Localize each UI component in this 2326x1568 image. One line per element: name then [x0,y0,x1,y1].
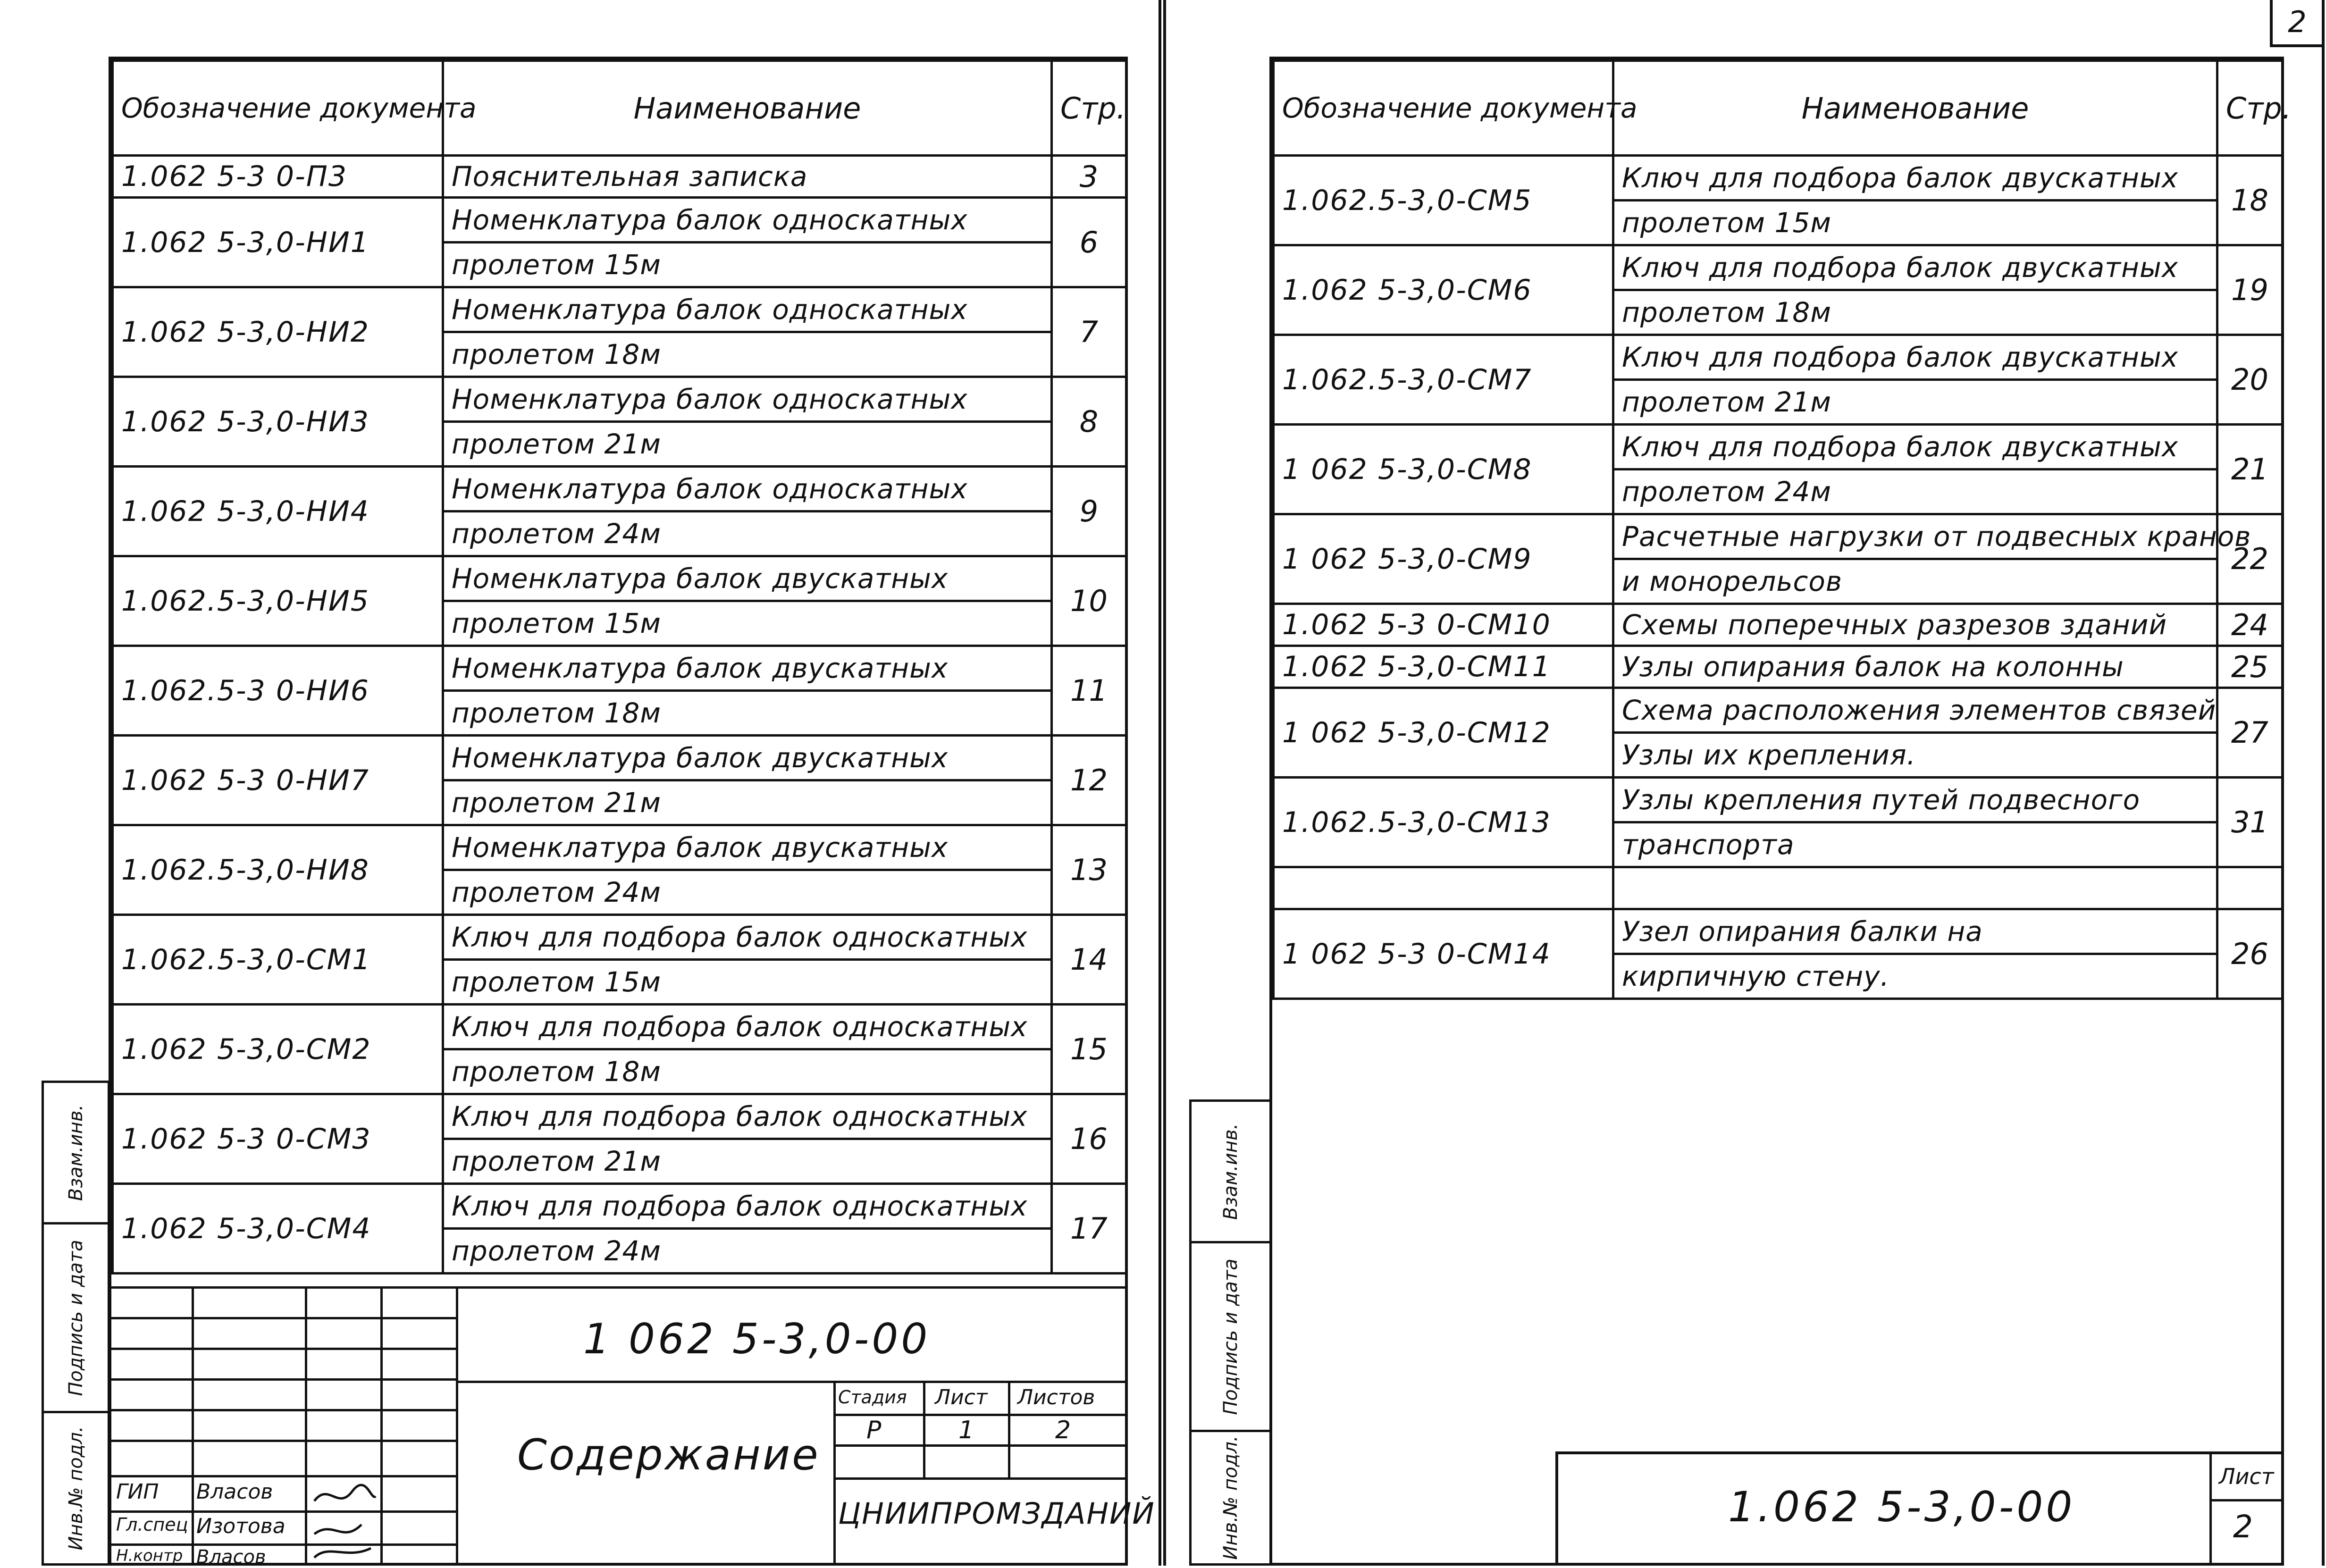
document-designation: 1.062 5-3,0-НИ1 [113,198,443,287]
document-name-line: Номенклатура балок двускатных [443,736,1052,780]
document-designation: 1.062 5-3,0-СМ4 [113,1184,443,1274]
document-name-line: Узел опирания балки на [1613,909,2217,954]
document-designation: 1.062.5-3,0-НИ5 [113,556,443,646]
organization-name: ЦНИИПРОМЗДАНИЙ [838,1496,1155,1531]
page-divider-right [1163,0,1166,1566]
document-designation: 1.062.5-3,0-СМ13 [1274,778,1613,867]
right-title-block [1555,1451,2281,1563]
document-designation: 1.062 5-3,0-НИ2 [113,287,443,377]
document-designation: 1 062 5-3,0-СМ12 [1274,688,1613,778]
label-sheet: Лист [935,1385,988,1409]
table-row [113,467,1126,511]
right-sheet [1269,57,2292,1566]
document-name-line: пролетом 15м [443,960,1052,1005]
value-sheets: 2 [1055,1416,1071,1444]
page-number: 27 [2217,688,2283,778]
page-number: 14 [1052,915,1126,1005]
right-side-strip [1189,1099,1272,1566]
left-document-title: Содержание [517,1430,820,1480]
document-designation: 1.062 5-3 0-СМ3 [113,1094,443,1184]
document-designation: 1.062 5-3 0-П3 [113,156,443,198]
left-strip-signature-date: Подпись и дата [65,1239,87,1396]
document-name-line: пролетом 24м [443,870,1052,915]
page-number: 16 [1052,1094,1126,1184]
table-row [113,198,1126,243]
document-name-line: Номенклатура балок односкатных [443,198,1052,243]
document-name-line: пролетом 18м [443,1049,1052,1094]
right-value-sheet: 2 [2233,1509,2253,1545]
table-row [1274,156,2283,201]
left-document-code: 1 062 5-3,0-00 [583,1315,931,1363]
document-name-line: и монорельсов [1613,559,2217,604]
table-row [113,287,1126,332]
right-contents-table [1272,59,2292,1000]
document-name-line: Номенклатура балок двускатных [443,646,1052,691]
document-designation: 1 062 5-3,0-СМ8 [1274,425,1613,514]
header-page: Стр. [1052,61,1126,156]
document-name-line: пролетом 18м [1613,290,2217,335]
document-name-line: Номенклатура балок односкатных [443,467,1052,511]
header-page: Стр. [2217,61,2283,156]
table-row [1274,688,2283,733]
document-name-line: пролетом 21м [443,1139,1052,1184]
document-name-line: пролетом 15м [443,243,1052,287]
table-row [1274,335,2283,380]
header-name: Наименование [1613,61,2217,156]
document-designation: 1.062 5-3 0-НИ7 [113,736,443,825]
document-designation: 1.062 5-3 0-СМ10 [1274,604,1613,646]
document-designation: 1.062.5-3 0-НИ6 [113,646,443,736]
document-name-line: Узлы опирания балок на колонны [1613,646,2217,688]
left-title-block [111,1286,1155,1568]
document-name-line: Ключ для подбора балок односкатных [443,915,1052,960]
table-row [1274,604,2283,646]
role-norm-control: Н.контр [116,1546,183,1565]
table-row [113,156,1126,198]
left-side-strip [42,1081,110,1566]
document-name-line: пролетом 21м [443,780,1052,825]
document-name-line: Ключ для подбора балок односкатных [443,1184,1052,1229]
table-row [113,1094,1126,1139]
document-name-line: Схемы поперечных разрезов зданий [1613,604,2217,646]
document-name-line: Узлы их крепления. [1613,733,2217,778]
value-stage: Р [866,1416,882,1444]
table-row [1274,909,2283,954]
document-name-line [1613,867,2217,909]
document-name-line: пролетом 15м [443,601,1052,646]
page-number: 9 [1052,467,1126,556]
name-gip: Власов [196,1480,273,1504]
document-designation: 1.062 5-3,0-СМ6 [1274,245,1613,335]
right-strip-replace-inv: Взам.инв. [1219,1123,1242,1220]
page-number: 18 [2217,156,2283,245]
document-name-line: Пояснительная записка [443,156,1052,198]
header-designation: Обозначение документа [113,61,443,156]
page-edge-right [2322,0,2325,1566]
document-name-line: Номенклатура балок односкатных [443,377,1052,422]
document-designation [1274,867,1613,909]
page-number: 7 [1052,287,1126,377]
document-name-line: Номенклатура балок односкатных [443,287,1052,332]
table-row [1274,646,2283,688]
page-number: 22 [2217,514,2283,604]
table-row [113,1005,1126,1049]
right-label-sheet: Лист [2219,1464,2274,1489]
page-number: 6 [1052,198,1126,287]
document-name-line: пролетом 15м [1613,201,2217,245]
corner-sheet-number: 2 [2270,0,2322,47]
page-divider-left [1159,0,1161,1566]
document-name-line: Ключ для подбора балок двускатных [1613,245,2217,290]
document-designation: 1.062 5-3,0-СМ11 [1274,646,1613,688]
document-name-line: Расчетные нагрузки от подвесных кранов [1613,514,2217,559]
document-name-line: пролетом 21м [1613,380,2217,425]
label-sheets: Листов [1017,1385,1095,1409]
page-number [2217,867,2283,909]
right-contents-body [1274,156,2283,999]
right-document-code: 1.062 5-3,0-00 [1728,1483,2075,1531]
document-designation: 1 062 5-3 0-СМ14 [1274,909,1613,999]
page-number: 10 [1052,556,1126,646]
table-row [1274,778,2283,822]
role-chief-specialist: Гл.спец [116,1514,188,1535]
document-designation: 1.062.5-3,0-СМ5 [1274,156,1613,245]
page-number: 13 [1052,825,1126,915]
document-name-line: Номенклатура балок двускатных [443,825,1052,870]
label-stage: Стадия [838,1387,907,1408]
document-name-line: пролетом 18м [443,691,1052,736]
right-strip-signature-date: Подпись и дата [1219,1258,1242,1415]
document-name-line: Схема расположения элементов связей [1613,688,2217,733]
document-name-line: Узлы крепления путей подвесного [1613,778,2217,822]
table-row [113,556,1126,601]
value-sheet: 1 [958,1416,974,1444]
page-number: 15 [1052,1005,1126,1094]
document-name-line: пролетом 24м [443,1229,1052,1274]
table-row [113,646,1126,691]
left-contents-body [113,156,1126,1274]
page-number: 8 [1052,377,1126,467]
page-number: 19 [2217,245,2283,335]
left-contents-table [111,59,1127,1275]
page-number: 12 [1052,736,1126,825]
document-name-line: пролетом 24м [1613,470,2217,514]
page-number: 24 [2217,604,2283,646]
name-norm-control: Власов [196,1546,266,1568]
table-row [113,1184,1126,1229]
page-number: 21 [2217,425,2283,514]
left-strip-inv-original: Инв.№ подл. [65,1426,87,1551]
document-name-line: Ключ для подбора балок двускатных [1613,156,2217,201]
document-name-line: пролетом 21м [443,422,1052,467]
table-row [1274,245,2283,290]
document-name-line: кирпичную стену. [1613,954,2217,999]
right-strip-inv-original: Инв.№ подл. [1219,1435,1242,1560]
document-designation: 1.062.5-3,0-НИ8 [113,825,443,915]
document-designation: 1.062.5-3,0-СМ7 [1274,335,1613,425]
document-designation: 1 062 5-3,0-СМ9 [1274,514,1613,604]
document-name-line: Ключ для подбора балок односкатных [443,1005,1052,1049]
page-number: 26 [2217,909,2283,999]
page-number: 20 [2217,335,2283,425]
signature-marks [310,1477,380,1562]
name-chief-specialist: Изотова [196,1514,286,1538]
table-row [113,377,1126,422]
document-designation: 1.062 5-3,0-СМ2 [113,1005,443,1094]
page-number: 31 [2217,778,2283,867]
table-row [1274,867,2283,909]
role-gip: ГИП [116,1480,159,1504]
document-designation: 1.062 5-3,0-НИ3 [113,377,443,467]
header-name: Наименование [443,61,1052,156]
document-name-line: Ключ для подбора балок односкатных [443,1094,1052,1139]
document-name-line: Ключ для подбора балок двускатных [1613,335,2217,380]
left-sheet [109,57,1155,1568]
document-name-line: пролетом 24м [443,511,1052,556]
left-strip-replace-inv: Взам.инв. [65,1104,87,1201]
table-row [113,915,1126,960]
document-name-line: Ключ для подбора балок двускатных [1613,425,2217,470]
header-designation: Обозначение документа [1274,61,1613,156]
table-row [113,736,1126,780]
table-row [1274,514,2283,559]
page-number: 25 [2217,646,2283,688]
document-name-line: транспорта [1613,822,2217,867]
document-designation: 1.062 5-3,0-НИ4 [113,467,443,556]
document-name-line: пролетом 18м [443,332,1052,377]
document-designation: 1.062.5-3,0-СМ1 [113,915,443,1005]
table-row [1274,425,2283,470]
page-number: 11 [1052,646,1126,736]
page-number: 3 [1052,156,1126,198]
document-name-line: Номенклатура балок двускатных [443,556,1052,601]
table-row [113,825,1126,870]
page-number: 17 [1052,1184,1126,1274]
